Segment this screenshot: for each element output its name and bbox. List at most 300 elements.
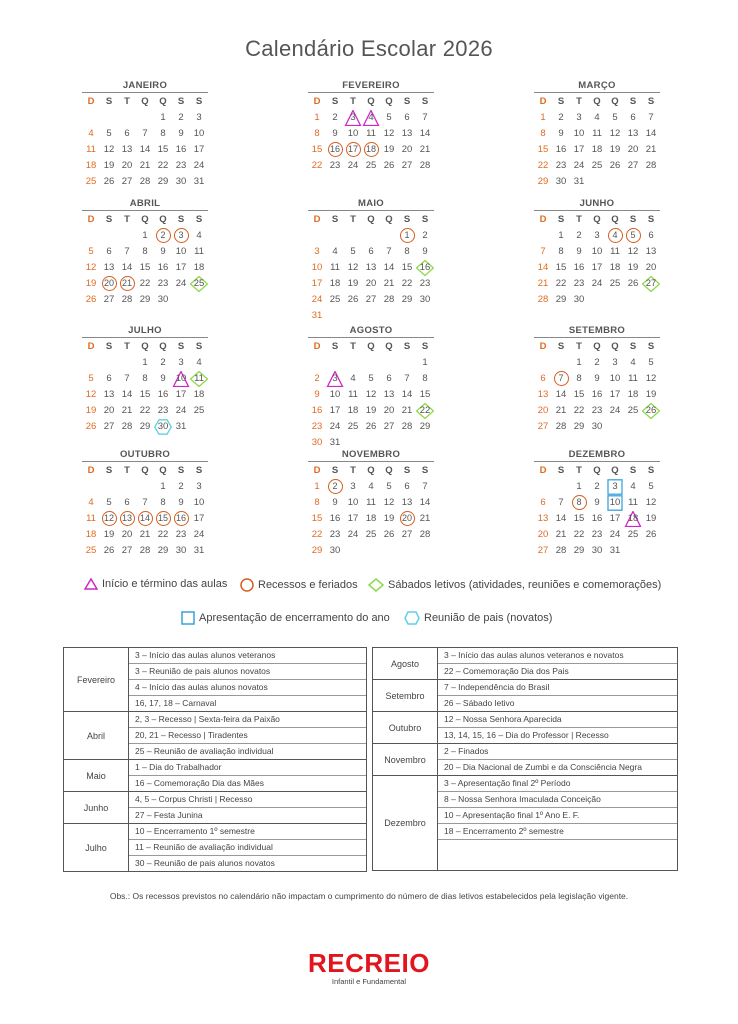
weekday-label: Q (159, 465, 167, 476)
month-name: JUNHO (579, 198, 615, 209)
day-cell: 13 (383, 389, 395, 400)
weekday-label: Q (141, 341, 149, 352)
day-grid (82, 110, 208, 190)
month-janeiro (82, 80, 208, 190)
day-cell: 8 (422, 373, 428, 384)
day-cell: 12 (383, 128, 395, 139)
legend-classes-label: Início e término das aulas (102, 578, 228, 590)
day-cell: 26 (383, 160, 395, 171)
day-cell-diamond: 16 (416, 260, 434, 276)
day-cell: 31 (609, 545, 621, 556)
day-cell: 12 (609, 128, 621, 139)
day-cell: 26 (627, 278, 639, 289)
day-cell: 5 (106, 497, 112, 508)
day-cell: 6 (540, 497, 546, 508)
event-group (373, 776, 677, 870)
empty-day (326, 355, 344, 371)
day-cell: 5 (612, 112, 618, 123)
day-cell: 28 (555, 545, 567, 556)
day-cell: 24 (193, 529, 205, 540)
day-cell: 15 (537, 144, 549, 155)
day-cell: 8 (160, 497, 166, 508)
day-cell: 16 (329, 513, 341, 524)
day-cell: 12 (85, 262, 97, 273)
day-cell: 28 (555, 421, 567, 432)
day-cell: 11 (348, 389, 358, 400)
hexagon-icon (404, 611, 420, 625)
month-name: DEZEMBRO (568, 449, 626, 460)
weekday-header (82, 463, 208, 479)
day-cell: 10 (347, 497, 359, 508)
month-dezembro (534, 449, 660, 559)
empty-day (534, 355, 552, 371)
day-cell: 29 (555, 294, 567, 305)
legend-recess (240, 578, 358, 592)
event-item: 2, 3 – Recesso | Sexta-feira da Paixão (129, 712, 366, 728)
month-divider (534, 461, 660, 462)
weekday-label: T (124, 96, 130, 107)
recess-circle: 4 (608, 228, 623, 243)
day-cell: 30 (329, 545, 341, 556)
weekday-header (308, 212, 434, 228)
month-novembro (308, 449, 434, 559)
day-cell: 23 (175, 529, 187, 540)
day-cell: 22 (157, 529, 169, 540)
month-divider (534, 210, 660, 211)
day-cell: 3 (196, 112, 202, 123)
day-cell: 1 (160, 112, 166, 123)
day-cell: 31 (329, 437, 341, 448)
day-cell: 4 (594, 112, 600, 123)
day-cell: 28 (121, 294, 133, 305)
day-cell (552, 371, 570, 387)
weekday-label: S (421, 465, 429, 476)
weekday-label: T (124, 214, 130, 225)
day-cell: 28 (383, 294, 395, 305)
event-item: 4, 5 – Corpus Christi | Recesso (129, 792, 366, 808)
weekday-label: S (629, 96, 637, 107)
event-group (64, 712, 366, 760)
day-cell: 29 (537, 176, 549, 187)
day-cell: 24 (175, 405, 187, 416)
weekday-label: S (177, 214, 185, 225)
day-cell: 23 (591, 529, 603, 540)
day-cell: 31 (573, 176, 585, 187)
day-cell: 30 (175, 176, 187, 187)
day-cell: 30 (157, 294, 169, 305)
day-cell: 11 (592, 128, 602, 139)
day-cell: 13 (103, 389, 115, 400)
day-cell: 5 (648, 357, 654, 368)
day-cell: 9 (178, 497, 184, 508)
empty-day (344, 228, 362, 244)
weekday-label: Q (141, 465, 149, 476)
day-cell: 12 (383, 497, 395, 508)
month-name: JANEIRO (122, 80, 168, 91)
weekday-header (82, 94, 208, 110)
day-cell: 5 (386, 481, 392, 492)
day-cell: 20 (365, 278, 377, 289)
empty-day (534, 228, 552, 244)
month-setembro (534, 325, 660, 435)
day-cell: 27 (401, 160, 413, 171)
day-cell: 28 (139, 176, 151, 187)
day-cell (326, 479, 344, 495)
weekday-label: S (177, 341, 185, 352)
day-cell: 9 (314, 389, 320, 400)
day-cell: 28 (645, 160, 657, 171)
month-divider (534, 92, 660, 93)
empty-day (118, 479, 136, 495)
day-cell: 23 (573, 278, 585, 289)
day-grid (82, 228, 208, 308)
day-cell: 10 (193, 128, 205, 139)
day-cell: 22 (555, 278, 567, 289)
day-cell: 3 (178, 357, 184, 368)
day-cell: 24 (175, 278, 187, 289)
weekday-label: Q (593, 465, 601, 476)
day-cell: 30 (175, 545, 187, 556)
day-cell: 9 (332, 128, 338, 139)
event-group (64, 824, 366, 871)
weekday-label: D (539, 341, 547, 352)
weekday-label: S (105, 214, 113, 225)
day-cell: 20 (121, 529, 133, 540)
day-cell: 14 (419, 497, 431, 508)
day-cell: 22 (573, 405, 585, 416)
day-cell: 27 (121, 176, 133, 187)
month-name: JULHO (128, 325, 162, 336)
day-cell: 8 (160, 128, 166, 139)
weekday-label: S (403, 96, 411, 107)
day-cell: 9 (576, 246, 582, 257)
weekday-label: Q (611, 214, 619, 225)
weekday-label: Q (385, 465, 393, 476)
day-cell-diamond: 11 (190, 371, 208, 387)
empty-day (100, 479, 118, 495)
day-cell: 1 (576, 357, 582, 368)
day-cell: 21 (419, 513, 431, 524)
weekday-label: S (195, 96, 203, 107)
day-cell: 5 (386, 112, 392, 123)
weekday-label: S (421, 341, 429, 352)
weekday-label: Q (385, 96, 393, 107)
day-cell: 10 (175, 246, 187, 257)
recess-circle: 2 (328, 479, 343, 494)
event-item: 16 – Comemoração Dia das Mães (135, 778, 264, 788)
day-cell: 25 (347, 421, 359, 432)
day-cell: 26 (365, 421, 377, 432)
day-cell: 28 (121, 421, 133, 432)
day-cell (624, 228, 642, 244)
day-cell: 15 (555, 262, 567, 273)
day-cell: 22 (139, 278, 151, 289)
recess-circle: 16 (174, 511, 189, 526)
weekday-label: Q (141, 214, 149, 225)
legend-closing-label: Apresentação de encerramento do ano (199, 612, 390, 624)
day-cell: 19 (103, 529, 115, 540)
day-cell: 23 (311, 421, 323, 432)
event-month: Dezembro (373, 776, 438, 870)
day-cell: 4 (332, 246, 338, 257)
day-cell: 1 (160, 481, 166, 492)
day-cell: 7 (422, 112, 428, 123)
day-cell: 5 (648, 481, 654, 492)
day-cell: 22 (157, 160, 169, 171)
day-cell: 23 (157, 405, 169, 416)
day-cell: 13 (645, 246, 657, 257)
day-cell: 4 (630, 481, 636, 492)
day-cell: 15 (401, 262, 413, 273)
weekday-header (308, 94, 434, 110)
empty-day (362, 355, 380, 371)
day-cell-triangle: 4 (362, 110, 380, 126)
weekday-label: D (539, 96, 547, 107)
empty-day (82, 228, 100, 244)
day-cell: 15 (139, 262, 151, 273)
day-cell: 30 (555, 176, 567, 187)
weekday-label: D (313, 214, 321, 225)
day-cell: 27 (103, 294, 115, 305)
day-cell: 24 (609, 405, 621, 416)
day-cell: 27 (365, 294, 377, 305)
day-cell: 8 (576, 373, 582, 384)
empty-day (308, 228, 326, 244)
weekday-label: Q (367, 214, 375, 225)
day-cell: 13 (401, 128, 413, 139)
event-item: 25 – Reunião de avaliação individual (135, 746, 274, 756)
weekday-label: T (576, 341, 582, 352)
day-cell: 2 (422, 230, 428, 241)
recess-circle: 8 (572, 495, 587, 510)
weekday-label: S (557, 96, 565, 107)
day-cell: 9 (160, 373, 166, 384)
brand-logo (0, 948, 738, 986)
day-cell: 7 (422, 481, 428, 492)
day-cell: 19 (103, 160, 115, 171)
day-cell: 7 (386, 246, 392, 257)
weekday-label: D (87, 465, 95, 476)
day-cell: 25 (627, 405, 639, 416)
event-item: 22 – Comemoração Dia dos Pais (444, 666, 569, 676)
day-cell: 10 (193, 497, 205, 508)
day-cell: 6 (630, 112, 636, 123)
legend-closing (181, 611, 390, 625)
day-cell: 20 (383, 405, 395, 416)
day-cell: 5 (106, 128, 112, 139)
day-cell: 13 (627, 128, 639, 139)
weekday-label: S (647, 465, 655, 476)
day-cell: 5 (368, 373, 374, 384)
day-cell: 12 (645, 373, 657, 384)
day-cell: 14 (537, 262, 549, 273)
day-cell-triangle: 10 (172, 371, 190, 387)
weekday-header (534, 212, 660, 228)
weekday-label: Q (159, 214, 167, 225)
day-cell: 6 (540, 373, 546, 384)
recess-circle: 21 (120, 276, 135, 291)
day-cell: 25 (627, 529, 639, 540)
weekday-label: S (421, 96, 429, 107)
day-cell: 22 (573, 529, 585, 540)
day-cell: 29 (419, 421, 431, 432)
recess-circle: 12 (102, 511, 117, 526)
day-cell: 27 (537, 545, 549, 556)
weekday-label: Q (367, 341, 375, 352)
weekday-label: Q (141, 96, 149, 107)
weekday-label: D (87, 214, 95, 225)
day-cell: 19 (645, 513, 657, 524)
day-cell (398, 228, 416, 244)
day-cell: 17 (175, 389, 187, 400)
weekday-label: S (421, 214, 429, 225)
day-cell: 7 (142, 128, 148, 139)
day-cell: 20 (645, 262, 657, 273)
day-grid (308, 110, 434, 174)
day-cell: 16 (573, 262, 585, 273)
day-cell (326, 142, 344, 158)
day-cell: 22 (311, 160, 323, 171)
day-cell: 29 (157, 176, 169, 187)
day-cell: 16 (311, 405, 323, 416)
empty-day (380, 228, 398, 244)
day-cell: 29 (157, 545, 169, 556)
event-month: Julho (64, 824, 129, 871)
event-item: 20 – Dia Nacional de Zumbi e da Consciência Negra (444, 762, 642, 772)
weekday-label: S (177, 465, 185, 476)
month-name: MARÇO (578, 80, 616, 91)
day-cell: 27 (627, 160, 639, 171)
event-month: Outubro (373, 712, 438, 743)
day-cell-triangle: 18 (624, 511, 642, 527)
day-cell: 7 (404, 373, 410, 384)
day-cell: 4 (630, 357, 636, 368)
weekday-label: T (350, 214, 356, 225)
empty-day (380, 355, 398, 371)
day-cell (606, 228, 624, 244)
empty-day (118, 355, 136, 371)
month-name: MAIO (357, 198, 384, 209)
day-cell: 3 (196, 481, 202, 492)
day-cell: 16 (157, 389, 169, 400)
day-cell: 18 (365, 513, 377, 524)
day-cell: 5 (350, 246, 356, 257)
day-cell: 10 (329, 389, 341, 400)
day-cell: 23 (555, 160, 567, 171)
empty-day (82, 479, 100, 495)
month-março (534, 80, 660, 190)
recess-circle: 20 (400, 511, 415, 526)
day-cell: 18 (193, 389, 205, 400)
event-month: Setembro (373, 680, 438, 711)
day-cell: 27 (401, 529, 413, 540)
day-cell: 29 (573, 421, 585, 432)
day-cell: 3 (612, 357, 618, 368)
day-cell: 24 (311, 294, 323, 305)
day-cell: 31 (193, 176, 205, 187)
day-cell: 19 (383, 513, 395, 524)
day-cell: 2 (314, 373, 320, 384)
day-cell: 12 (645, 497, 657, 508)
day-cell (344, 142, 362, 158)
day-cell: 12 (365, 389, 377, 400)
day-cell: 21 (645, 144, 657, 155)
day-cell: 11 (610, 246, 620, 257)
day-cell: 11 (628, 497, 638, 508)
day-cell: 23 (419, 278, 431, 289)
footnote: Obs.: Os recessos previstos no calendário não impactam o cumprimento do número de dias letivos estabelecidos pela legislação vigente. (109, 891, 629, 901)
day-cell: 27 (537, 421, 549, 432)
day-cell: 27 (103, 421, 115, 432)
weekday-label: S (195, 465, 203, 476)
day-cell: 28 (401, 421, 413, 432)
day-cell: 25 (365, 160, 377, 171)
day-cell: 12 (103, 144, 115, 155)
day-cell: 19 (609, 144, 621, 155)
day-cell: 3 (314, 246, 320, 257)
day-cell (118, 276, 136, 292)
day-cell: 1 (142, 357, 148, 368)
day-grid (82, 355, 208, 435)
event-month: Maio (64, 760, 129, 791)
day-cell: 22 (139, 405, 151, 416)
day-cell: 14 (401, 389, 413, 400)
day-cell: 2 (332, 112, 338, 123)
day-cell: 7 (124, 246, 130, 257)
weekday-label: S (105, 96, 113, 107)
day-cell: 19 (365, 405, 377, 416)
day-grid (308, 355, 434, 451)
day-cell: 25 (365, 529, 377, 540)
legend-recess-label: Recessos e feriados (258, 579, 358, 591)
day-cell: 8 (558, 246, 564, 257)
weekday-label: S (195, 341, 203, 352)
day-cell: 15 (139, 389, 151, 400)
day-cell: 17 (193, 513, 205, 524)
month-fevereiro (308, 80, 434, 174)
day-cell: 14 (139, 144, 151, 155)
day-cell: 26 (347, 294, 359, 305)
empty-day (398, 355, 416, 371)
day-grid (534, 110, 660, 190)
day-cell: 12 (347, 262, 359, 273)
day-cell: 21 (401, 405, 413, 416)
day-cell: 11 (194, 246, 204, 257)
day-cell-square: 10 (606, 495, 624, 511)
day-cell: 15 (573, 513, 585, 524)
day-cell: 24 (329, 421, 341, 432)
day-cell (362, 142, 380, 158)
weekday-header (82, 212, 208, 228)
day-grid (534, 228, 660, 308)
day-cell: 28 (419, 529, 431, 540)
empty-day (118, 228, 136, 244)
weekday-label: S (195, 214, 203, 225)
month-divider (82, 461, 208, 462)
weekday-label: Q (593, 96, 601, 107)
day-cell: 22 (537, 160, 549, 171)
event-item: 1 – Dia do Trabalhador (129, 760, 366, 776)
weekday-label: S (557, 214, 565, 225)
day-cell: 6 (124, 497, 130, 508)
day-cell: 11 (628, 373, 638, 384)
event-item: 20, 21 – Recesso | Tiradentes (129, 728, 366, 744)
empty-day (136, 110, 154, 126)
month-divider (308, 210, 434, 211)
day-cell: 17 (193, 144, 205, 155)
day-cell: 18 (609, 262, 621, 273)
empty-day (344, 355, 362, 371)
